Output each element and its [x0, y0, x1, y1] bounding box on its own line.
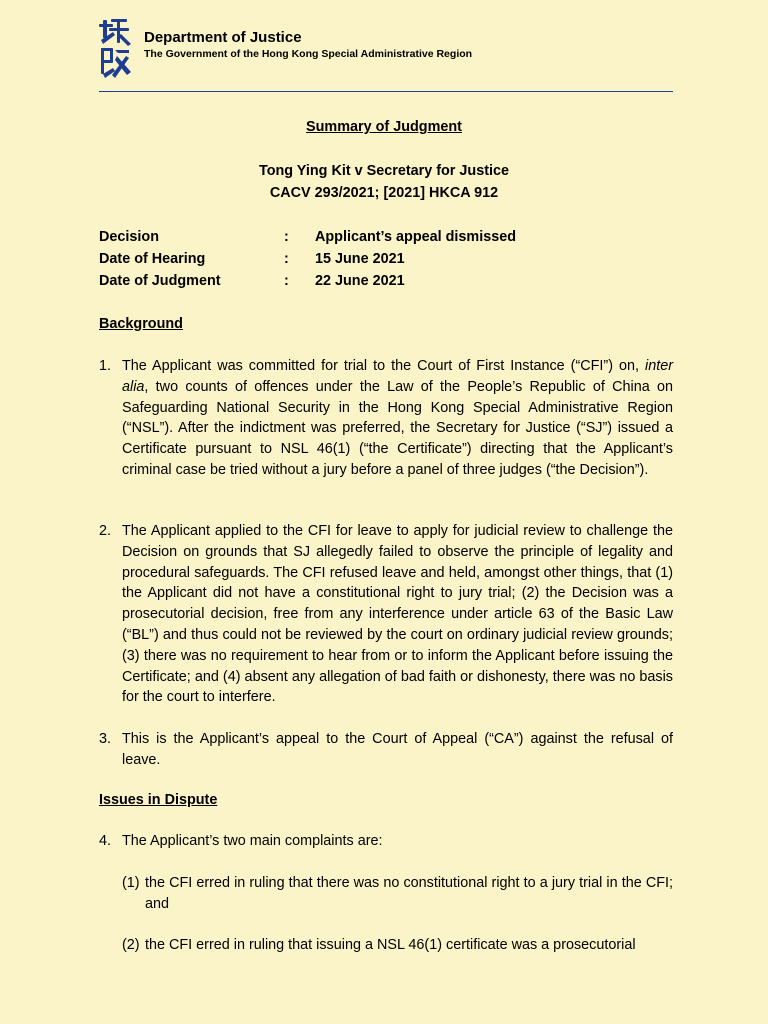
paragraph-2	[99, 521, 673, 708]
paragraph-text: The Applicant applied to the CFI for leave to apply for judicial review to challenge the Decision on grounds that SJ allegedly failed to observe the principle of legality and procedural safeguards. The CFI refused leave and held, amongst other things, that (1) the Applicant did not have a constitutional right to jury trial; (2) the Decision was a prosecutorial decision, free from any interference under article 63 of the Basic Law (“BL”) and thus could not be reviewed by the court on ordinary judicial review grounds; (3) there was no requirement to hear from or to inform the Applicant before issuing the Certificate; and (4) absent any allegation of bad faith or dishonesty, there was no basis for the court to interfere.	[122, 523, 673, 706]
meta-key: Decision	[99, 229, 159, 245]
sub-item-number: (1)	[122, 875, 140, 891]
sub-item-1	[122, 873, 673, 915]
document-title: Summary of Judgment	[306, 119, 462, 135]
paragraph-4	[99, 831, 673, 852]
meta-key: Date of Hearing	[99, 251, 206, 267]
meta-value: 22 June 2021	[315, 273, 405, 289]
paragraph-text-italic: inter alia	[122, 358, 673, 395]
meta-row-hearing	[99, 251, 673, 273]
case-name: Tong Ying Kit v Secretary for Justice	[258, 163, 510, 179]
department-logo-icon	[99, 18, 133, 82]
sub-item-2	[122, 935, 673, 956]
header-divider	[99, 91, 673, 92]
section-heading-background: Background	[99, 316, 183, 332]
org-subtitle: The Government of the Hong Kong Special Administrative Region	[144, 48, 473, 60]
meta-separator: :	[284, 229, 289, 245]
meta-separator: :	[284, 251, 289, 267]
paragraph-text	[122, 356, 673, 481]
meta-value: Applicant’s appeal dismissed	[315, 229, 516, 245]
meta-row-judgment	[99, 273, 673, 295]
paragraph-number: 4.	[99, 833, 112, 849]
meta-value: 15 June 2021	[315, 251, 405, 267]
case-reference: CACV 293/2021; [2021] HKCA 912	[269, 185, 499, 201]
paragraph-number: 2.	[99, 523, 112, 539]
section-heading-issues: Issues in Dispute	[99, 792, 218, 808]
paragraph-text-part: The Applicant was committed for trial to the Court of First Instance (“CFI”) on,	[122, 358, 645, 374]
paragraph-text: This is the Applicant’s appeal to the Court of Appeal (“CA”) against the refusal of leave.	[122, 731, 673, 768]
meta-separator: :	[284, 273, 289, 289]
paragraph-text-part: , two counts of offences under the Law of the People’s Republic of China on Safeguarding National Security in the Hong Kong Special Administrative Region (“NSL”). After the indictment was preferred, the Secretary for Justice (“SJ”) issued a Certificate pursuant to NSL 46(1) (“the Certificate”) directing that the Applicant’s criminal case be tried without a jury before a panel of three judges (“the Decision”).	[122, 378, 673, 478]
paragraph-number: 3.	[99, 731, 112, 747]
meta-key: Date of Judgment	[99, 273, 221, 289]
meta-row-decision	[99, 229, 673, 251]
sub-item-number: (2)	[122, 937, 140, 953]
paragraph-1	[99, 356, 673, 481]
org-name: Department of Justice	[144, 29, 302, 46]
sub-item-text: the CFI erred in ruling that issuing a NSL 46(1) certificate was a prosecutorial	[145, 937, 636, 953]
paragraph-number: 1.	[99, 358, 112, 374]
sub-item-text: the CFI erred in ruling that there was no constitutional right to a jury trial in the CFI; and	[145, 875, 673, 912]
paragraph-text: The Applicant’s two main complaints are:	[122, 833, 383, 849]
paragraph-3	[99, 729, 673, 771]
